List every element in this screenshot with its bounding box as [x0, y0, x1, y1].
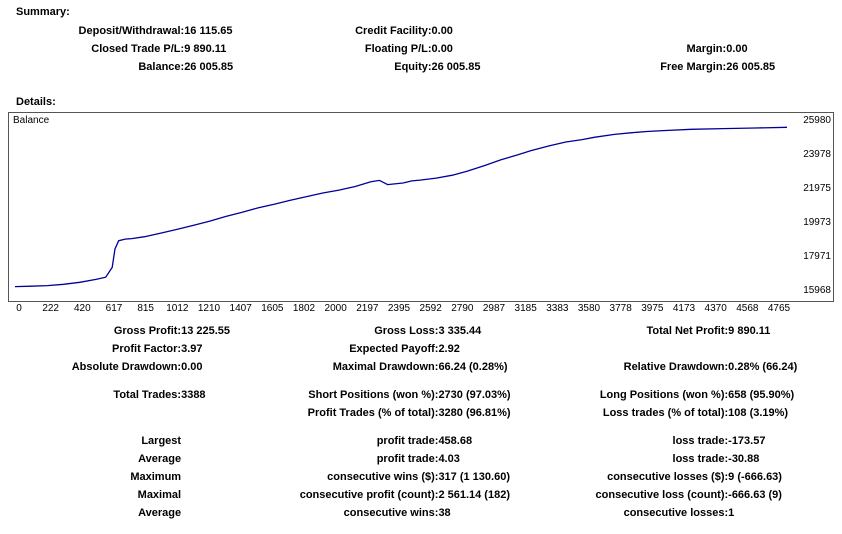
stat-label: Absolute Drawdown: — [71, 361, 182, 373]
stat-value: 458.68 — [438, 435, 473, 447]
stat-label: consecutive wins ($): — [327, 471, 439, 483]
table-row — [0, 22, 842, 40]
stat-value: 26 005.85 — [184, 61, 234, 73]
stat-value — [181, 432, 295, 450]
chart-legend: Balance — [13, 115, 50, 126]
x-axis-tick-label: 3383 — [546, 303, 569, 314]
stat-label: Profit Trades (% of total): — [307, 407, 439, 419]
stat-label: consecutive losses ($): — [607, 471, 729, 483]
stat-label: Credit Facility: — [355, 25, 432, 37]
table-row — [0, 450, 842, 468]
x-axis-tick-label: 1012 — [166, 303, 189, 314]
stat-value: 1 — [728, 507, 735, 519]
table-row — [0, 322, 842, 340]
stat-value — [728, 340, 842, 358]
x-axis-tick-label: 815 — [137, 303, 154, 314]
stat-value: 108 (3.19%) — [728, 407, 789, 419]
stat-value: 0.00 — [431, 25, 453, 37]
stat-value: 9 (-666.63) — [728, 471, 782, 483]
details-table — [0, 322, 842, 522]
table-row — [0, 58, 842, 76]
stat-value: 0.00 — [431, 43, 453, 55]
stat-value: 38 — [438, 507, 451, 519]
stat-label: Loss trades (% of total): — [602, 407, 729, 419]
stat-label: Profit Factor: — [112, 343, 182, 355]
stat-value: 3280 (96.81%) — [438, 407, 511, 419]
stat-value: 26 005.85 — [726, 61, 776, 73]
stat-label: Total Net Profit: — [646, 325, 729, 337]
x-axis-tick-label: 4568 — [736, 303, 759, 314]
stat-label: profit trade: — [376, 453, 439, 465]
stat-value: 658 (95.90%) — [728, 389, 795, 401]
x-axis-tick-label: 4370 — [704, 303, 727, 314]
row-spacer-cell — [0, 376, 842, 386]
details-heading: Details: — [16, 96, 56, 108]
y-axis-tick-label: 19973 — [803, 217, 831, 228]
row-spacer — [0, 422, 842, 432]
stat-value — [181, 504, 295, 522]
stat-value: -173.57 — [728, 435, 766, 447]
stat-label: profit trade: — [376, 435, 439, 447]
x-axis-tick-label: 2395 — [387, 303, 411, 314]
x-axis-tick-label: 3975 — [641, 303, 664, 314]
stat-label: loss trade: — [672, 453, 729, 465]
stat-value: 13 225.55 — [181, 325, 231, 337]
stat-value: 3.97 — [181, 343, 203, 355]
stat-label: Margin: — [686, 43, 727, 55]
stat-value — [181, 450, 295, 468]
stat-label: Expected Payoff: — [349, 343, 439, 355]
stat-value — [181, 404, 295, 422]
stat-label: Equity: — [394, 61, 432, 73]
chart-plot-region — [9, 113, 833, 301]
stat-label: Maximum — [130, 471, 182, 483]
x-axis-tick-label: 0 — [16, 303, 22, 314]
stat-label: Maximal — [137, 489, 182, 501]
y-axis-tick-label: 15968 — [803, 285, 831, 296]
stat-value: 2.92 — [438, 343, 460, 355]
stat-value — [726, 22, 842, 40]
stat-value — [181, 486, 295, 504]
stat-value: 4.03 — [438, 453, 460, 465]
x-axis-tick-label: 1407 — [229, 303, 252, 314]
stat-value: 66.24 (0.28%) — [438, 361, 508, 373]
stat-label: Deposit/Withdrawal: — [78, 25, 185, 37]
summary-stats-grid — [0, 22, 842, 76]
stat-value: 3 335.44 — [438, 325, 482, 337]
stat-label: Floating P/L: — [364, 43, 432, 55]
stat-label: loss trade: — [672, 435, 729, 447]
x-axis-tick-label: 2592 — [419, 303, 442, 314]
stat-value: -666.63 (9) — [728, 489, 782, 501]
table-row — [0, 386, 842, 404]
x-axis-tick-label: 2000 — [324, 303, 347, 314]
y-axis-tick-label: 23978 — [803, 149, 831, 160]
x-axis-tick-label: 3580 — [577, 303, 601, 314]
stat-label: consecutive loss (count): — [595, 489, 729, 501]
stat-value: 317 (1 130.60) — [438, 471, 510, 483]
x-axis-tick-label: 2197 — [356, 303, 379, 314]
stat-value: 26 005.85 — [431, 61, 481, 73]
x-axis-tick-label: 4173 — [672, 303, 696, 314]
x-axis-tick-label: 2987 — [482, 303, 506, 314]
stat-value: -30.88 — [728, 453, 760, 465]
stat-label: consecutive profit (count): — [299, 489, 439, 501]
x-axis-tick-label: 1210 — [197, 303, 221, 314]
x-axis-tick-label: 2790 — [451, 303, 474, 314]
stat-label: Relative Drawdown: — [623, 361, 729, 373]
stat-value: 9 890.11 — [728, 325, 771, 337]
stat-value — [181, 468, 295, 486]
row-spacer-cell — [0, 422, 842, 432]
stat-label: Average — [138, 453, 182, 465]
stat-value: 2 561.14 (182) — [438, 489, 510, 501]
x-axis-tick-label: 4765 — [767, 303, 791, 314]
y-axis-tick-label: 25980 — [803, 115, 831, 126]
stat-label: Total Trades: — [113, 389, 182, 401]
table-row — [0, 404, 842, 422]
stat-label: Long Positions (won %): — [599, 389, 729, 401]
table-row — [0, 358, 842, 376]
stat-label — [0, 404, 181, 422]
table-row — [0, 40, 842, 58]
chart-line-svg — [9, 113, 833, 301]
stat-label: Gross Loss: — [374, 325, 439, 337]
stat-value: 16 115.65 — [184, 25, 233, 37]
stat-label — [568, 22, 726, 40]
table-row — [0, 468, 842, 486]
summary-heading: Summary: — [16, 6, 70, 18]
stat-value: 9 890.11 — [184, 43, 227, 55]
y-axis-tick-label: 17971 — [803, 251, 831, 262]
stat-label: Closed Trade P/L: — [91, 43, 185, 55]
details-stats-grid — [0, 322, 842, 522]
x-axis-tick-label: 420 — [73, 303, 91, 314]
stat-value: 0.00 — [726, 43, 748, 55]
y-axis-tick-label: 21975 — [803, 183, 831, 194]
stat-label: Gross Profit: — [113, 325, 182, 337]
x-axis-tick-label: 3778 — [609, 303, 632, 314]
stat-label: Balance: — [138, 61, 185, 73]
table-row — [0, 504, 842, 522]
stat-value: 3388 — [181, 389, 206, 401]
stat-label: Maximal Drawdown: — [332, 361, 439, 373]
x-axis-ticks — [9, 303, 835, 315]
stat-value: 0.28% (66.24) — [728, 361, 798, 373]
stat-label: Free Margin: — [660, 61, 727, 73]
stat-label: consecutive wins: — [343, 507, 439, 519]
x-axis-tick-label: 222 — [42, 303, 59, 314]
x-axis-tick-label: 1605 — [261, 303, 284, 314]
x-axis-tick-label: 617 — [105, 303, 123, 314]
summary-table — [0, 22, 842, 76]
table-row — [0, 340, 842, 358]
stat-label: consecutive losses: — [623, 507, 729, 519]
x-axis-tick-label: 3185 — [514, 303, 537, 314]
stat-value: 2730 (97.03%) — [438, 389, 511, 401]
stat-value: 0.00 — [181, 361, 203, 373]
table-row — [0, 486, 842, 504]
stat-label: Largest — [141, 435, 182, 447]
stat-label: Average — [138, 507, 182, 519]
table-row — [0, 432, 842, 450]
stat-label — [573, 340, 728, 358]
balance-line — [15, 127, 787, 286]
x-axis-tick-label: 1802 — [292, 303, 316, 314]
y-axis-ticks — [787, 113, 831, 301]
stat-label: Short Positions (won %): — [308, 389, 439, 401]
row-spacer — [0, 376, 842, 386]
balance-chart — [8, 112, 834, 314]
